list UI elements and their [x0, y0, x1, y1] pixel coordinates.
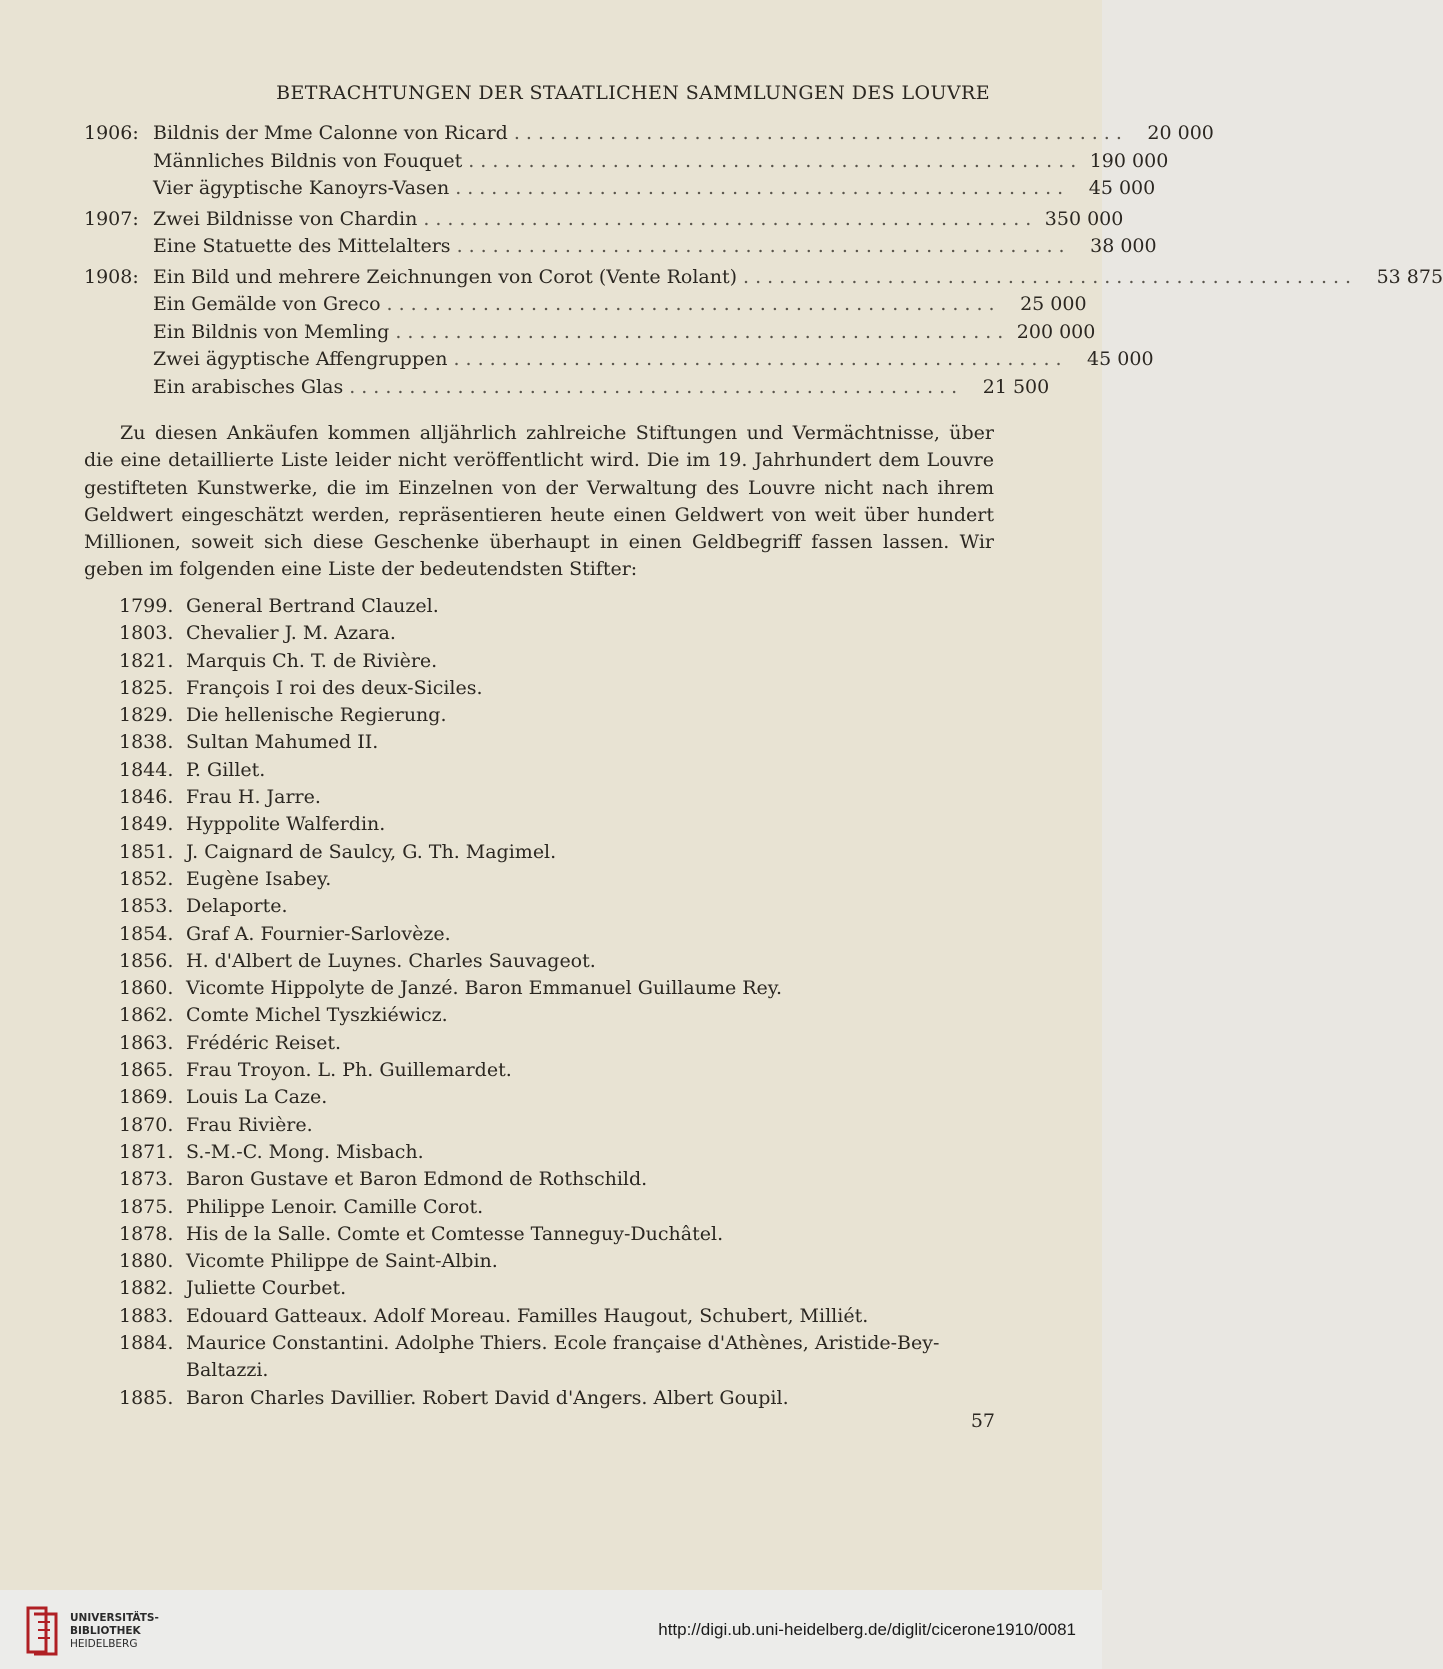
donor-names: P. Gillet.: [186, 758, 266, 781]
page-number: 57: [970, 1410, 995, 1432]
sale-row: [84, 293, 1087, 321]
donor-names: H. d'Albert de Luynes. Charles Sauvageot.: [186, 949, 596, 972]
donor-year: 1799.: [119, 595, 174, 617]
donor-year: 1873.: [119, 1168, 174, 1191]
donor-names: Philippe Lenoir. Camille Corot.: [186, 1195, 484, 1218]
sale-price: 190 000: [1089, 149, 1169, 172]
dot-leader: ...................................................: [453, 348, 1068, 370]
donor-row: [119, 1330, 999, 1385]
source-url-link[interactable]: http://digi.ub.uni-heidelberg.de/diglit/cicerone1910/0081: [658, 1620, 1076, 1639]
sale-description: Ein arabisches Glas: [153, 375, 344, 398]
donor-names: Frau H. Jarre.: [186, 786, 321, 809]
library-line-1: UNIVERSITÄTS-: [70, 1612, 159, 1624]
donor-names: Baron Gustave et Baron Edmond de Rothschild.: [186, 1168, 648, 1191]
donor-names: Comte Michel Tyszkiéwicz.: [186, 1004, 448, 1027]
dot-leader: ...................................................: [456, 235, 1071, 257]
donor-year: 1884.: [119, 1332, 174, 1355]
library-line-3: HEIDELBERG: [70, 1638, 138, 1650]
donor-year: 1838.: [119, 731, 174, 754]
sale-description: Vier ägyptische Kanoyrs-Vasen: [153, 177, 450, 199]
donor-row: [119, 948, 999, 975]
donor-names: François I roi des deux-Siciles.: [186, 676, 483, 699]
donor-row: [119, 1303, 999, 1330]
sale-description: Ein Bildnis von Memling: [153, 320, 390, 343]
sale-row: [84, 265, 1443, 294]
donor-year: 1863.: [119, 1031, 174, 1054]
sale-price: 200 000: [1016, 320, 1096, 343]
donor-row: [119, 975, 999, 1002]
donor-row: [119, 1139, 999, 1166]
dot-leader: ...................................................: [386, 293, 1001, 315]
donor-year: 1880.: [119, 1250, 174, 1273]
donor-year: 1885.: [119, 1386, 174, 1409]
donor-year: 1875.: [119, 1195, 174, 1218]
body-paragraph: Zu diesen Ankäufen kommen alljährlich zahlreiche Stiftungen und Vermächtnisse, über die eine detaillierte Liste leider nicht veröffentlicht wird. Die im 19. Jahrhundert dem Louvre gestifteten Kunstwerke, die im Einzelnen von der Verwaltung des Louvre nicht nach ihrem Geldwert eingeschätzt werden, repräsentieren heute einen Geldwert von weit über hundert Millionen, soweit sich diese Geschenke überhaupt in einen Geldbegriff fassen lassen. Wir geben im folgenden eine Liste der bedeutendsten Stifter:: [84, 422, 994, 581]
donor-year: 1851.: [119, 840, 174, 863]
donor-names: Frau Rivière.: [186, 1113, 313, 1136]
sale-row: [84, 149, 1169, 178]
donor-row: [119, 784, 999, 811]
donor-names: Juliette Courbet.: [186, 1277, 347, 1300]
dot-leader: ...................................................: [395, 320, 1010, 343]
sale-year: 1908:: [84, 265, 139, 288]
sale-description: Eine Statuette des Mittelalters: [153, 235, 451, 257]
dot-leader: ...................................................: [743, 265, 1358, 288]
library-line-2: BIBLIOTHEK: [70, 1625, 141, 1637]
donor-year: 1846.: [119, 786, 174, 809]
donor-year: 1883.: [119, 1304, 174, 1327]
sale-description: Zwei ägyptische Affengruppen: [153, 348, 448, 370]
running-header: BETRACHTUNGEN DER STAATLICHEN SAMMLUNGEN DES LOUVRE: [276, 82, 990, 104]
sale-price: 38 000: [1090, 235, 1157, 257]
sale-description: Bildnis der Mme Calonne von Ricard: [153, 122, 508, 144]
dot-leader: ...................................................: [468, 149, 1083, 172]
sale-row: [84, 375, 1050, 404]
donor-row: [119, 729, 999, 756]
donor-row: [119, 811, 999, 838]
donor-row: [119, 893, 999, 920]
donor-row: [119, 675, 999, 702]
donor-row: [119, 648, 999, 675]
donor-year: 1856.: [119, 949, 174, 972]
sale-year: 1906:: [84, 122, 139, 144]
sale-price: 53 875: [1376, 265, 1443, 288]
dot-leader: ...................................................: [349, 375, 964, 398]
donor-row: [119, 1275, 999, 1302]
sale-row: [84, 320, 1096, 349]
donor-year: 1882.: [119, 1277, 174, 1300]
sale-price: 20 000: [1147, 122, 1214, 144]
donor-row: [119, 839, 999, 866]
donor-year: 1825.: [119, 676, 174, 699]
sale-price: 350 000: [1044, 207, 1124, 230]
dot-leader: ...................................................: [455, 177, 1070, 199]
donor-names: Sultan Mahumed II.: [186, 731, 379, 754]
donor-names: General Bertrand Clauzel.: [186, 595, 439, 617]
donor-year: 1871.: [119, 1140, 174, 1163]
sale-description: Ein Bild und mehrere Zeichnungen von Corot (Vente Rolant): [153, 265, 738, 288]
donor-year: 1869.: [119, 1086, 174, 1109]
sale-description: Ein Gemälde von Greco: [153, 293, 381, 315]
donor-names: Frédéric Reiset.: [186, 1031, 342, 1054]
donor-names: Chevalier J. M. Azara.: [186, 622, 396, 645]
donor-names: J. Caignard de Saulcy, G. Th. Magimel.: [186, 840, 557, 863]
sale-row: [84, 235, 1157, 263]
donor-year: 1854.: [119, 922, 174, 945]
donor-year: 1865.: [119, 1059, 174, 1082]
donor-row: [119, 1166, 999, 1193]
donor-row: [119, 1030, 999, 1057]
donor-names: Graf A. Fournier-Sarlovèze.: [186, 922, 451, 945]
donor-row: [119, 1057, 999, 1084]
donor-row: [119, 1385, 999, 1412]
dot-leader: ...................................................: [423, 207, 1038, 230]
university-library-logo-icon: [26, 1604, 60, 1656]
library-name: [70, 1612, 159, 1651]
sale-price: 45 000: [1088, 177, 1156, 199]
donor-names: S.-M.-C. Mong. Misbach.: [186, 1140, 424, 1163]
donor-year: 1803.: [119, 622, 174, 645]
donor-year: 1860.: [119, 977, 174, 1000]
sale-description: Zwei Bildnisse von Chardin: [153, 207, 418, 230]
dot-leader: ...................................................: [513, 122, 1128, 144]
donor-names: Edouard Gatteaux. Adolf Moreau. Familles Haugout, Schubert, Milliét.: [186, 1304, 869, 1327]
donor-year: 1852.: [119, 867, 174, 890]
sale-description: Männliches Bildnis von Fouquet: [153, 149, 463, 172]
donor-names: Hyppolite Walferdin.: [186, 813, 386, 836]
sale-price: 25 000: [1020, 293, 1087, 315]
donor-list: [119, 593, 999, 1412]
donor-names: Maurice Constantini. Adolphe Thiers. Ecole française d'Athènes, Aristide-Bey-Baltazzi.: [186, 1332, 940, 1382]
donor-names: Eugène Isabey.: [186, 867, 332, 890]
donor-names: Baron Charles Davillier. Robert David d'Angers. Albert Goupil.: [186, 1386, 789, 1409]
donor-year: 1870.: [119, 1113, 174, 1136]
sale-price: 21 500: [982, 375, 1050, 398]
donor-names: His de la Salle. Comte et Comtesse Tanneguy-Duchâtel.: [186, 1222, 724, 1245]
donor-row: [119, 757, 999, 784]
donor-row: [119, 620, 999, 647]
donor-row: [119, 866, 999, 893]
donor-year: 1862.: [119, 1004, 174, 1027]
donor-names: Vicomte Hippolyte de Janzé. Baron Emmanuel Guillaume Rey.: [186, 977, 783, 1000]
footer-bar: [0, 1590, 1102, 1669]
donor-year: 1821.: [119, 649, 174, 672]
donor-row: [119, 593, 999, 620]
sale-row: [84, 177, 1156, 205]
donor-row: [119, 1221, 999, 1248]
donor-year: 1829.: [119, 704, 174, 727]
donor-year: 1844.: [119, 758, 174, 781]
donor-row: [119, 1084, 999, 1111]
donor-names: Marquis Ch. T. de Rivière.: [186, 649, 438, 672]
donor-row: [119, 1194, 999, 1221]
donor-row: [119, 921, 999, 948]
donor-row: [119, 1002, 999, 1029]
donor-row: [119, 1248, 999, 1275]
donor-year: 1849.: [119, 813, 174, 836]
donor-names: Vicomte Philippe de Saint-Albin.: [186, 1250, 498, 1273]
sale-row: [84, 122, 1214, 150]
donor-names: Die hellenische Regierung.: [186, 704, 447, 727]
donor-names: Frau Troyon. L. Ph. Guillemardet.: [186, 1059, 512, 1082]
sale-year: 1907:: [84, 207, 139, 230]
donor-row: [119, 702, 999, 729]
donor-year: 1878.: [119, 1222, 174, 1245]
donor-row: [119, 1112, 999, 1139]
acquisitions-list: [84, 122, 1443, 403]
sale-row: [84, 207, 1124, 236]
donor-names: Louis La Caze.: [186, 1086, 328, 1109]
donor-names: Delaporte.: [186, 895, 288, 918]
sale-price: 45 000: [1087, 348, 1154, 370]
sale-row: [84, 348, 1154, 376]
donor-year: 1853.: [119, 895, 174, 918]
